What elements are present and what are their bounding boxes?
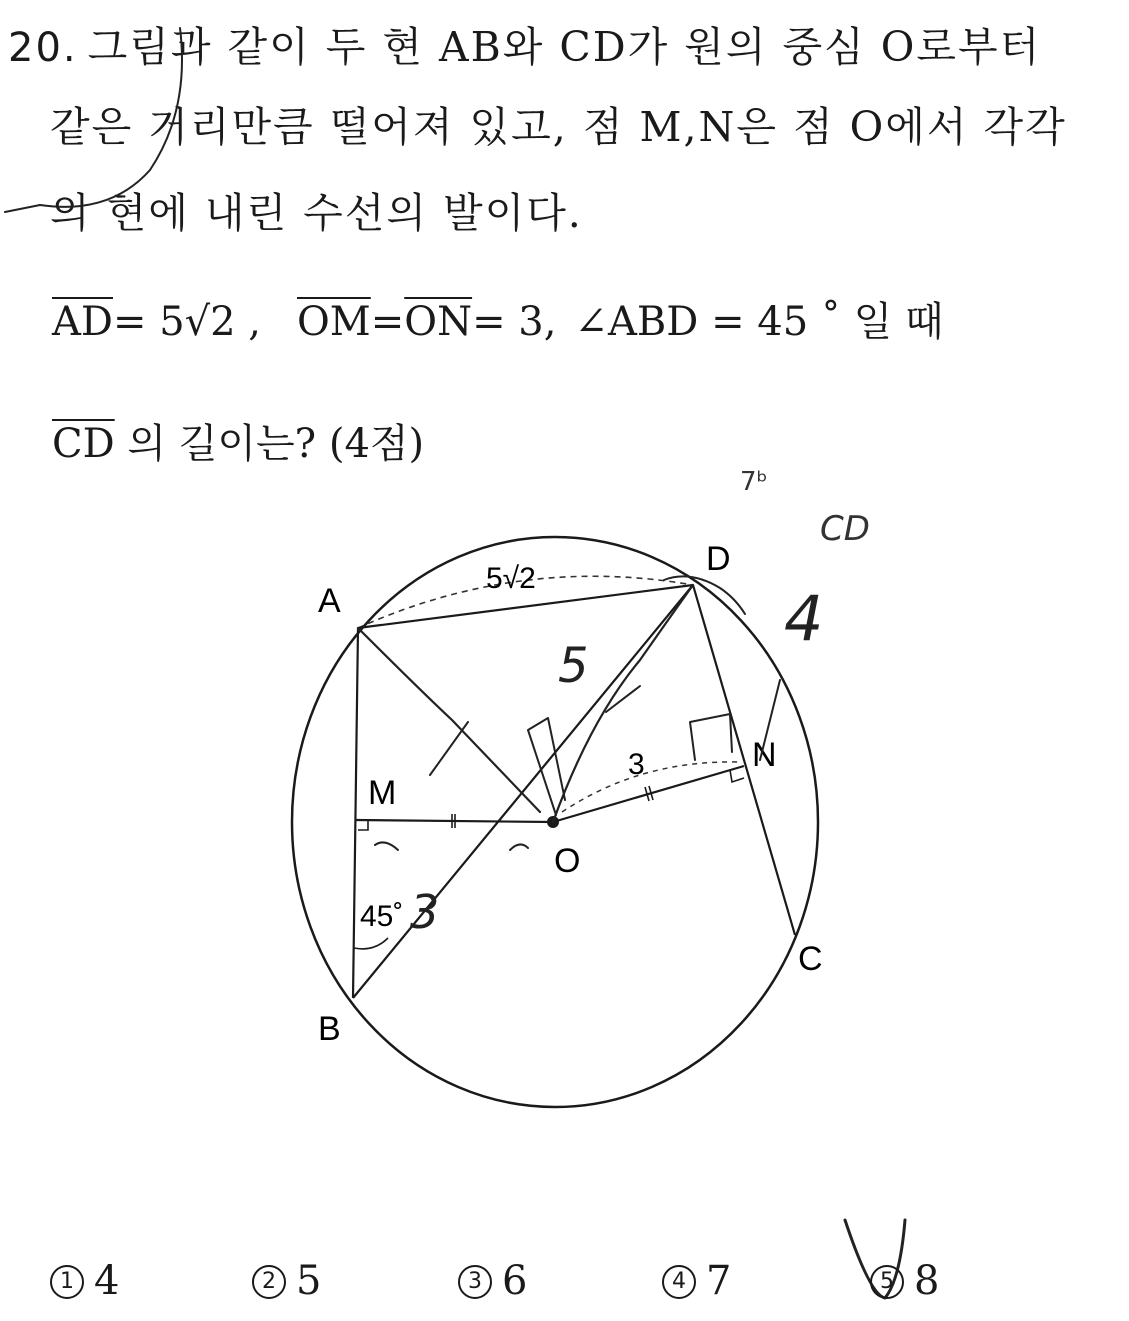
choice-value: 8 [914, 1258, 940, 1304]
segment-ad-value: = 5√2 , [112, 299, 262, 345]
segment-om: $\overline{OM}$ [297, 299, 371, 345]
label-b: B [318, 1010, 341, 1048]
segment-bd-line [353, 585, 693, 998]
angle-condition: ∠ABD = 45 ˚ 일 때 [574, 299, 944, 345]
label-on-length: 3 [628, 748, 645, 781]
choice-5[interactable] [870, 1258, 939, 1304]
choice-value: 5 [296, 1258, 322, 1304]
label-d: D [706, 540, 731, 578]
pencil-note-4: 4 [784, 582, 824, 655]
label-ad-length: 5√2 [486, 562, 536, 595]
pencil-right-angle-box [690, 714, 732, 760]
segment-ad: $\overline{AD}$ [52, 299, 113, 345]
choice-1[interactable] [50, 1258, 119, 1304]
choice-number: 4 [662, 1265, 696, 1299]
segment-on: $\overline{ON}$ [404, 299, 473, 345]
problem-text-3: 의 현에 내린 수선의 발이다. [50, 189, 583, 237]
problem-number: 20. [8, 25, 78, 71]
chord-ab [353, 628, 358, 998]
chord-cd [693, 585, 795, 935]
pencil-zigzag [528, 718, 565, 815]
right-angle-m [358, 820, 368, 830]
problem-text-1: 그림과 같이 두 현 AB와 CD가 원의 중심 O로부터 [87, 23, 1042, 71]
pencil-note-5: 5 [558, 638, 589, 694]
choice-value: 7 [706, 1258, 732, 1304]
pencil-mark-o [510, 844, 528, 850]
label-o: O [554, 842, 581, 880]
choice-4[interactable] [662, 1258, 731, 1304]
pencil-mark-m [375, 842, 398, 850]
choice-number: 1 [50, 1265, 84, 1299]
pencil-note-top: 7ᵇ [740, 467, 768, 497]
choice-number: 3 [458, 1265, 492, 1299]
segment-on-line [553, 766, 744, 822]
choice-number: 5 [870, 1265, 904, 1299]
segment-om-line [355, 820, 553, 822]
segment-on-value: = 3, [472, 299, 557, 345]
angle-arc-b [354, 938, 388, 949]
label-n: N [752, 736, 777, 774]
choice-2[interactable] [252, 1258, 321, 1304]
handwriting-marks [5, 28, 905, 1298]
choice-value: 6 [502, 1258, 528, 1304]
label-angle-b: 45˚ [360, 900, 404, 933]
pencil-note-3: 3 [410, 885, 440, 939]
label-m: M [368, 774, 397, 812]
label-c: C [798, 940, 823, 978]
pencil-tick-ao [430, 722, 468, 775]
question-text: 의 길이는? (4점) [127, 421, 425, 467]
segment-cd: $\overline{CD}$ [52, 421, 115, 467]
problem-text-2: 같은 거리만큼 떨어져 있고, 점 M,N은 점 O에서 각각 [50, 103, 1067, 151]
right-angle-n [730, 770, 744, 782]
choice-value: 4 [94, 1258, 120, 1304]
choice-number: 2 [252, 1265, 286, 1299]
equals-sign: = [370, 299, 405, 345]
choice-3[interactable] [458, 1258, 527, 1304]
pencil-bracket-stroke [5, 28, 182, 212]
pencil-note-cd: CD [820, 509, 870, 549]
label-a: A [318, 582, 341, 620]
answer-choices [50, 1258, 1090, 1314]
